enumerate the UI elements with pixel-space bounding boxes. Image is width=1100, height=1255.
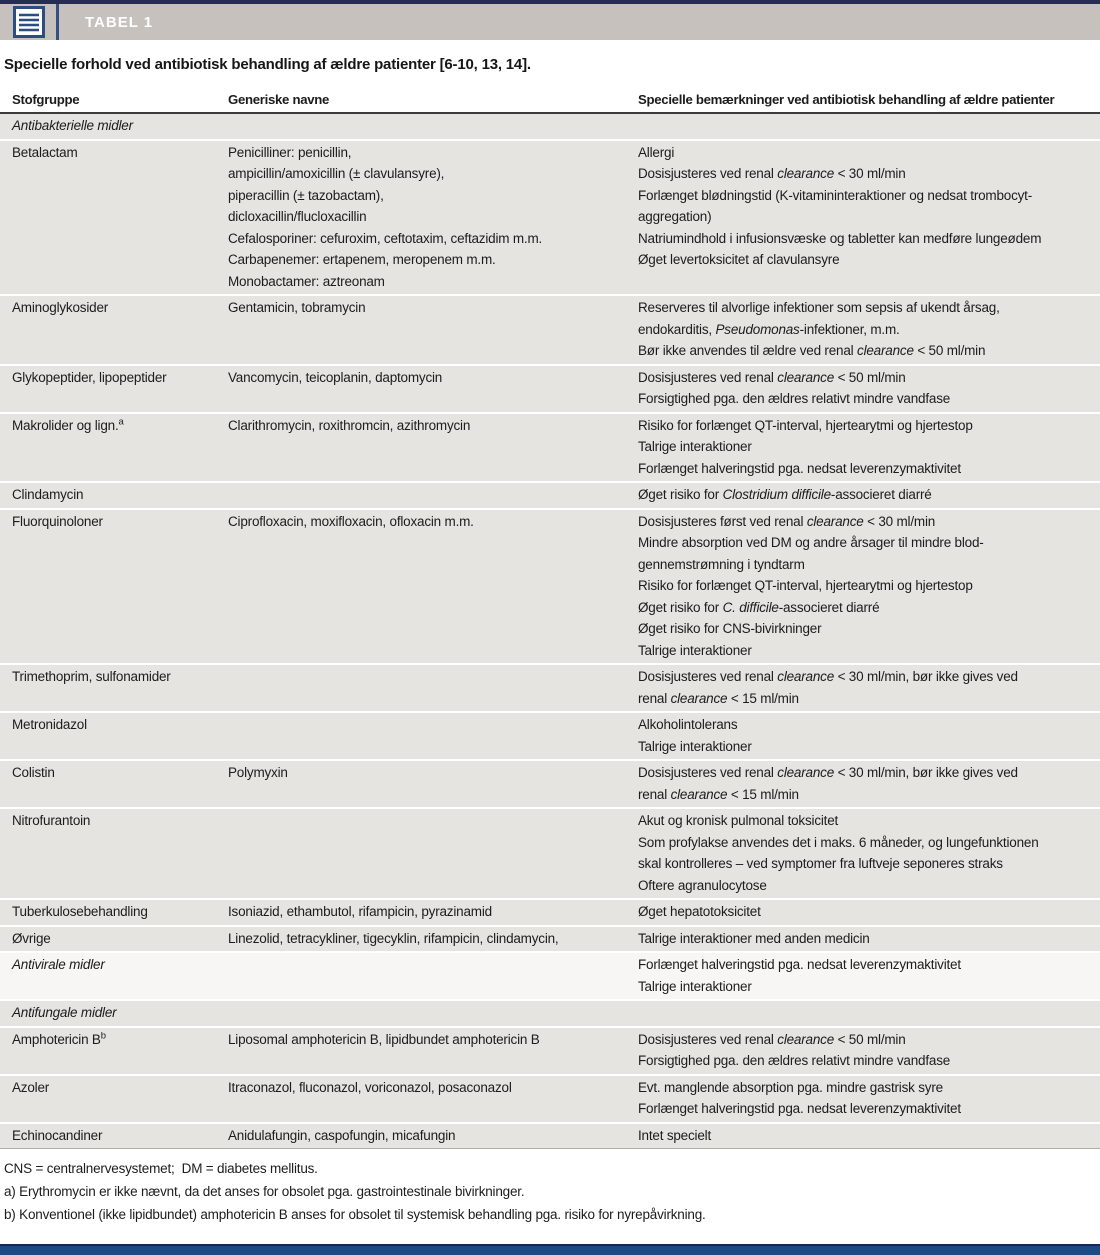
text-line: Talrige interaktioner [638,978,752,994]
text-line: Alkoholintolerans [638,717,738,732]
text-line: Gentamicin, tobramycin [228,300,366,315]
remarks-cell [638,1125,1090,1147]
text-line: Allergi [638,144,675,160]
generics-cell [228,954,638,997]
text-line: Linezolid, tetracykliner, tigecyklin, rifampicin, clindamycin, [228,930,559,946]
generics-cell [228,901,638,923]
text-line: dicloxacillin/flucloxacillin [228,209,367,224]
text-line: Oftere agranulocytose [638,877,767,893]
text-line: Glykopeptider, lipopeptider [12,369,167,385]
generics-cell [228,1002,638,1024]
text-line: Fluorquinoloner [12,513,103,529]
generics-cell [228,1077,638,1120]
text-line: Talrige interaktioner med anden medicin [638,930,870,946]
table-row [0,759,1100,807]
table-row [0,663,1100,711]
text-line: Reserveres til alvorlige infektioner som sepsis af ukendt årsag, [638,300,1000,315]
text-line: Nitrofurantoin [12,813,91,828]
stofgruppe-cell [12,1077,228,1120]
text-line: Liposomal amphotericin B, lipidbundet amphotericin B [228,1031,540,1047]
text-line: Vancomycin, teicoplanin, daptomycin [228,369,443,385]
section-title [12,115,228,137]
remarks-cell [638,367,1090,410]
stofgruppe-cell [12,666,228,709]
generics-cell [228,810,638,896]
remarks-cell [638,511,1090,662]
text-line: Risiko for forlænget QT-interval, hjertearytmi og hjertestop [638,417,973,433]
stofgruppe-cell [12,511,228,662]
text-line: Cefalosporiner: cefuroxim, ceftotaxim, ceftazidim m.m. [228,230,543,246]
column-header-generiske-navne: Generiske navne [228,92,330,107]
text-line: Forsigtighed pga. den ældres relativt mindre vandfase [638,1053,951,1068]
text-line: Dosisjusteres ved renal clearance < 30 ml/min, bør ikke gives ved [638,669,1018,684]
generics-cell [228,1125,638,1147]
text-line: Akut og kronisk pulmonal toksicitet [638,813,839,828]
remarks-cell [638,142,1090,293]
generics-cell [228,762,638,805]
text-line: Bør ikke anvendes til ældre ved renal clearance < 50 ml/min [638,343,986,358]
table-row [0,1026,1100,1074]
text-line: aggregation) [638,209,712,224]
generics-cell [228,415,638,480]
stofgruppe-cell [12,297,228,362]
generics-cell [228,142,638,293]
table-row [0,294,1100,364]
stofgruppe-cell [12,810,228,896]
text-line: Forlænget halveringstid pga. nedsat leverenzymaktivitet [638,460,961,476]
text-line: ampicillin/amoxicillin (± clavulansyre), [228,166,445,181]
text-line: Polymyxin [228,765,288,780]
text-line: endokarditis, Pseudomonas-infektioner, m.m. [638,321,900,337]
table-header-band [0,4,1100,40]
column-header-stofgruppe: Stofgruppe [12,92,80,107]
text-line: Risiko for forlænget QT-interval, hjertearytmi og hjertestop [638,578,973,593]
stofgruppe-cell [12,1125,228,1147]
remarks-cell [638,1029,1090,1072]
remarks-cell [638,415,1090,480]
section-header-row [0,953,1100,999]
generics-cell [228,928,638,950]
band-divider [56,4,59,40]
stofgruppe-cell [12,367,228,410]
text-line: Azoler [12,1079,50,1095]
text-line: Trimethoprim, sulfonamider [12,669,171,684]
section-header-row [0,114,1100,139]
generics-cell [228,484,638,506]
stofgruppe-cell [12,928,228,950]
text-line: Talrige interaktioner [638,439,752,454]
text-line: renal clearance < 15 ml/min [638,690,799,706]
remarks-cell [638,1077,1090,1120]
text-line: Forlænget blødningstid (K-vitamininteraktioner og nedsat trombocyt- [638,187,1033,203]
text-line: Som profylakse anvendes det i maks. 6 måneder, og lungefunktionen [638,834,1039,850]
remarks-cell [638,484,1090,506]
text-line: skal kontrolleres – ved symptomer fra luftveje seponeres straks [638,856,1003,871]
stofgruppe-cell [12,762,228,805]
text-line: piperacillin (± tazobactam), [228,187,384,203]
table-row [0,139,1100,295]
section-title [12,954,228,997]
remarks-cell [638,115,1090,137]
table-row [0,364,1100,412]
table-section [0,951,1100,999]
text-line: renal clearance < 15 ml/min [638,786,799,802]
text-line: Echinocandiner [12,1127,103,1143]
text-line: Øget risiko for C. difficile-associeret diarré [638,599,880,615]
table-section [0,114,1100,951]
text-line: Antifungale midler [12,1005,117,1020]
text-line: Dosisjusteres ved renal clearance < 50 ml/min [638,369,906,385]
remarks-cell [638,297,1090,362]
text-line: Intet specielt [638,1127,711,1143]
text-line: Monobactamer: aztreonam [228,273,385,289]
table-title: TABEL 1 [85,13,154,31]
text-line: Isoniazid, ethambutol, rifampicin, pyrazinamid [228,904,492,919]
table-row [0,807,1100,898]
text-line: Øget hepatotoksicitet [638,904,761,919]
table-body [0,114,1100,1149]
text-line: Talrige interaktioner [638,642,752,658]
generics-cell [228,1029,638,1072]
text-line: Makrolider og lign.$^a$ [12,416,124,433]
table-row [0,481,1100,508]
text-line: Anidulafungin, caspofungin, micafungin [228,1127,456,1143]
generics-cell [228,297,638,362]
text-line: Ciprofloxacin, moxifloxacin, ofloxacin m.m. [228,513,474,529]
generics-cell [228,511,638,662]
text-line: Itraconazol, fluconazol, voriconazol, posaconazol [228,1079,512,1095]
text-line: Øget risiko for Clostridium difficile-associeret diarré [638,487,932,502]
text-line: Øget levertoksicitet af clavulansyre [638,252,840,267]
stofgruppe-cell [12,484,228,506]
table-row [0,711,1100,759]
footnote-b: b) Konventionel (ikke lipidbundet) amphotericin B anses for obsolet til systemisk behandling pga. risiko for nyrepåvirkning. [4,1207,706,1222]
text-line: Forlænget halveringstid pga. nedsat leverenzymaktivitet [638,957,961,972]
section-header-row [0,1001,1100,1026]
footnote-a: a) Erythromycin er ikke nævnt, da det anses for obsolet pga. gastrointestinale bivirkninger. [4,1184,525,1199]
text-line: Clarithromycin, roxithromcin, azithromycin [228,417,471,433]
text-line: Mindre absorption ved DM og andre årsager til mindre blod- [638,535,984,550]
remarks-cell [638,954,1090,997]
text-line: Tuberkulosebehandling [12,904,148,919]
generics-cell [228,714,638,757]
text-line: Natriumindhold i infusionsvæske og tabletter kan medføre lungeødem [638,230,1042,246]
table-row [0,898,1100,925]
text-line: Øvrige [12,930,51,946]
text-line: Talrige interaktioner [638,738,752,754]
table-row [0,1122,1100,1149]
table-row [0,508,1100,664]
text-line: Dosisjusteres først ved renal clearance < 30 ml/min [638,513,936,529]
text-line: Forsigtighed pga. den ældres relativt mindre vandfase [638,391,951,406]
table-icon [12,5,46,39]
remarks-cell [638,762,1090,805]
remarks-cell [638,1002,1090,1024]
text-line: Dosisjusteres ved renal clearance < 30 ml/min, bør ikke gives ved [638,765,1018,780]
stofgruppe-cell [12,901,228,923]
text-line: Dosisjusteres ved renal clearance < 30 ml/min [638,166,906,181]
stofgruppe-cell [12,714,228,757]
text-line: Metronidazol [12,717,87,732]
text-line: Penicilliner: penicillin, [228,144,352,160]
text-line: Øget risiko for CNS-bivirkninger [638,621,822,636]
remarks-cell [638,714,1090,757]
text-line: Betalactam [12,144,78,160]
generics-cell [228,666,638,709]
table-row [0,1074,1100,1122]
text-line: Antibakterielle midler [12,118,133,133]
table-row [0,925,1100,952]
bottom-rule [0,1244,1100,1255]
text-line: Amphotericin $B^b$ [12,1030,106,1047]
stofgruppe-cell [12,415,228,480]
table-caption: Specielle forhold ved antibiotisk behandling af ældre patienter [6-10, 13, 14]. [4,56,531,73]
remarks-cell [638,810,1090,896]
text-line: Dosisjusteres ved renal clearance < 50 ml/min [638,1031,906,1047]
text-line: Clindamycin [12,487,84,502]
stofgruppe-cell [12,142,228,293]
generics-cell [228,367,638,410]
text-line: Carbapenemer: ertapenem, meropenem m.m. [228,252,496,267]
footnotes [0,1149,1100,1226]
remarks-cell [638,928,1090,950]
text-line: Aminoglykosider [12,300,109,315]
column-header-bemaerkninger: Specielle bemærkninger ved antibiotisk behandling af ældre patienter [638,92,1055,107]
text-line: Colistin [12,765,55,780]
remarks-cell [638,901,1090,923]
table-row [0,412,1100,482]
table-column-headers [0,87,1100,114]
text-line: Forlænget halveringstid pga. nedsat leverenzymaktivitet [638,1101,961,1116]
section-title [12,1002,228,1024]
remarks-cell [638,666,1090,709]
text-line: Antivirale midler [12,957,105,972]
text-line: Evt. manglende absorption pga. mindre gastrisk syre [638,1079,943,1095]
generics-cell [228,115,638,137]
table-section [0,999,1100,1148]
footnote-abbreviations: CNS = centralnervesystemet; DM = diabetes mellitus. [4,1161,318,1176]
stofgruppe-cell [12,1029,228,1072]
text-line: gennemstrømning i tyndtarm [638,556,805,572]
